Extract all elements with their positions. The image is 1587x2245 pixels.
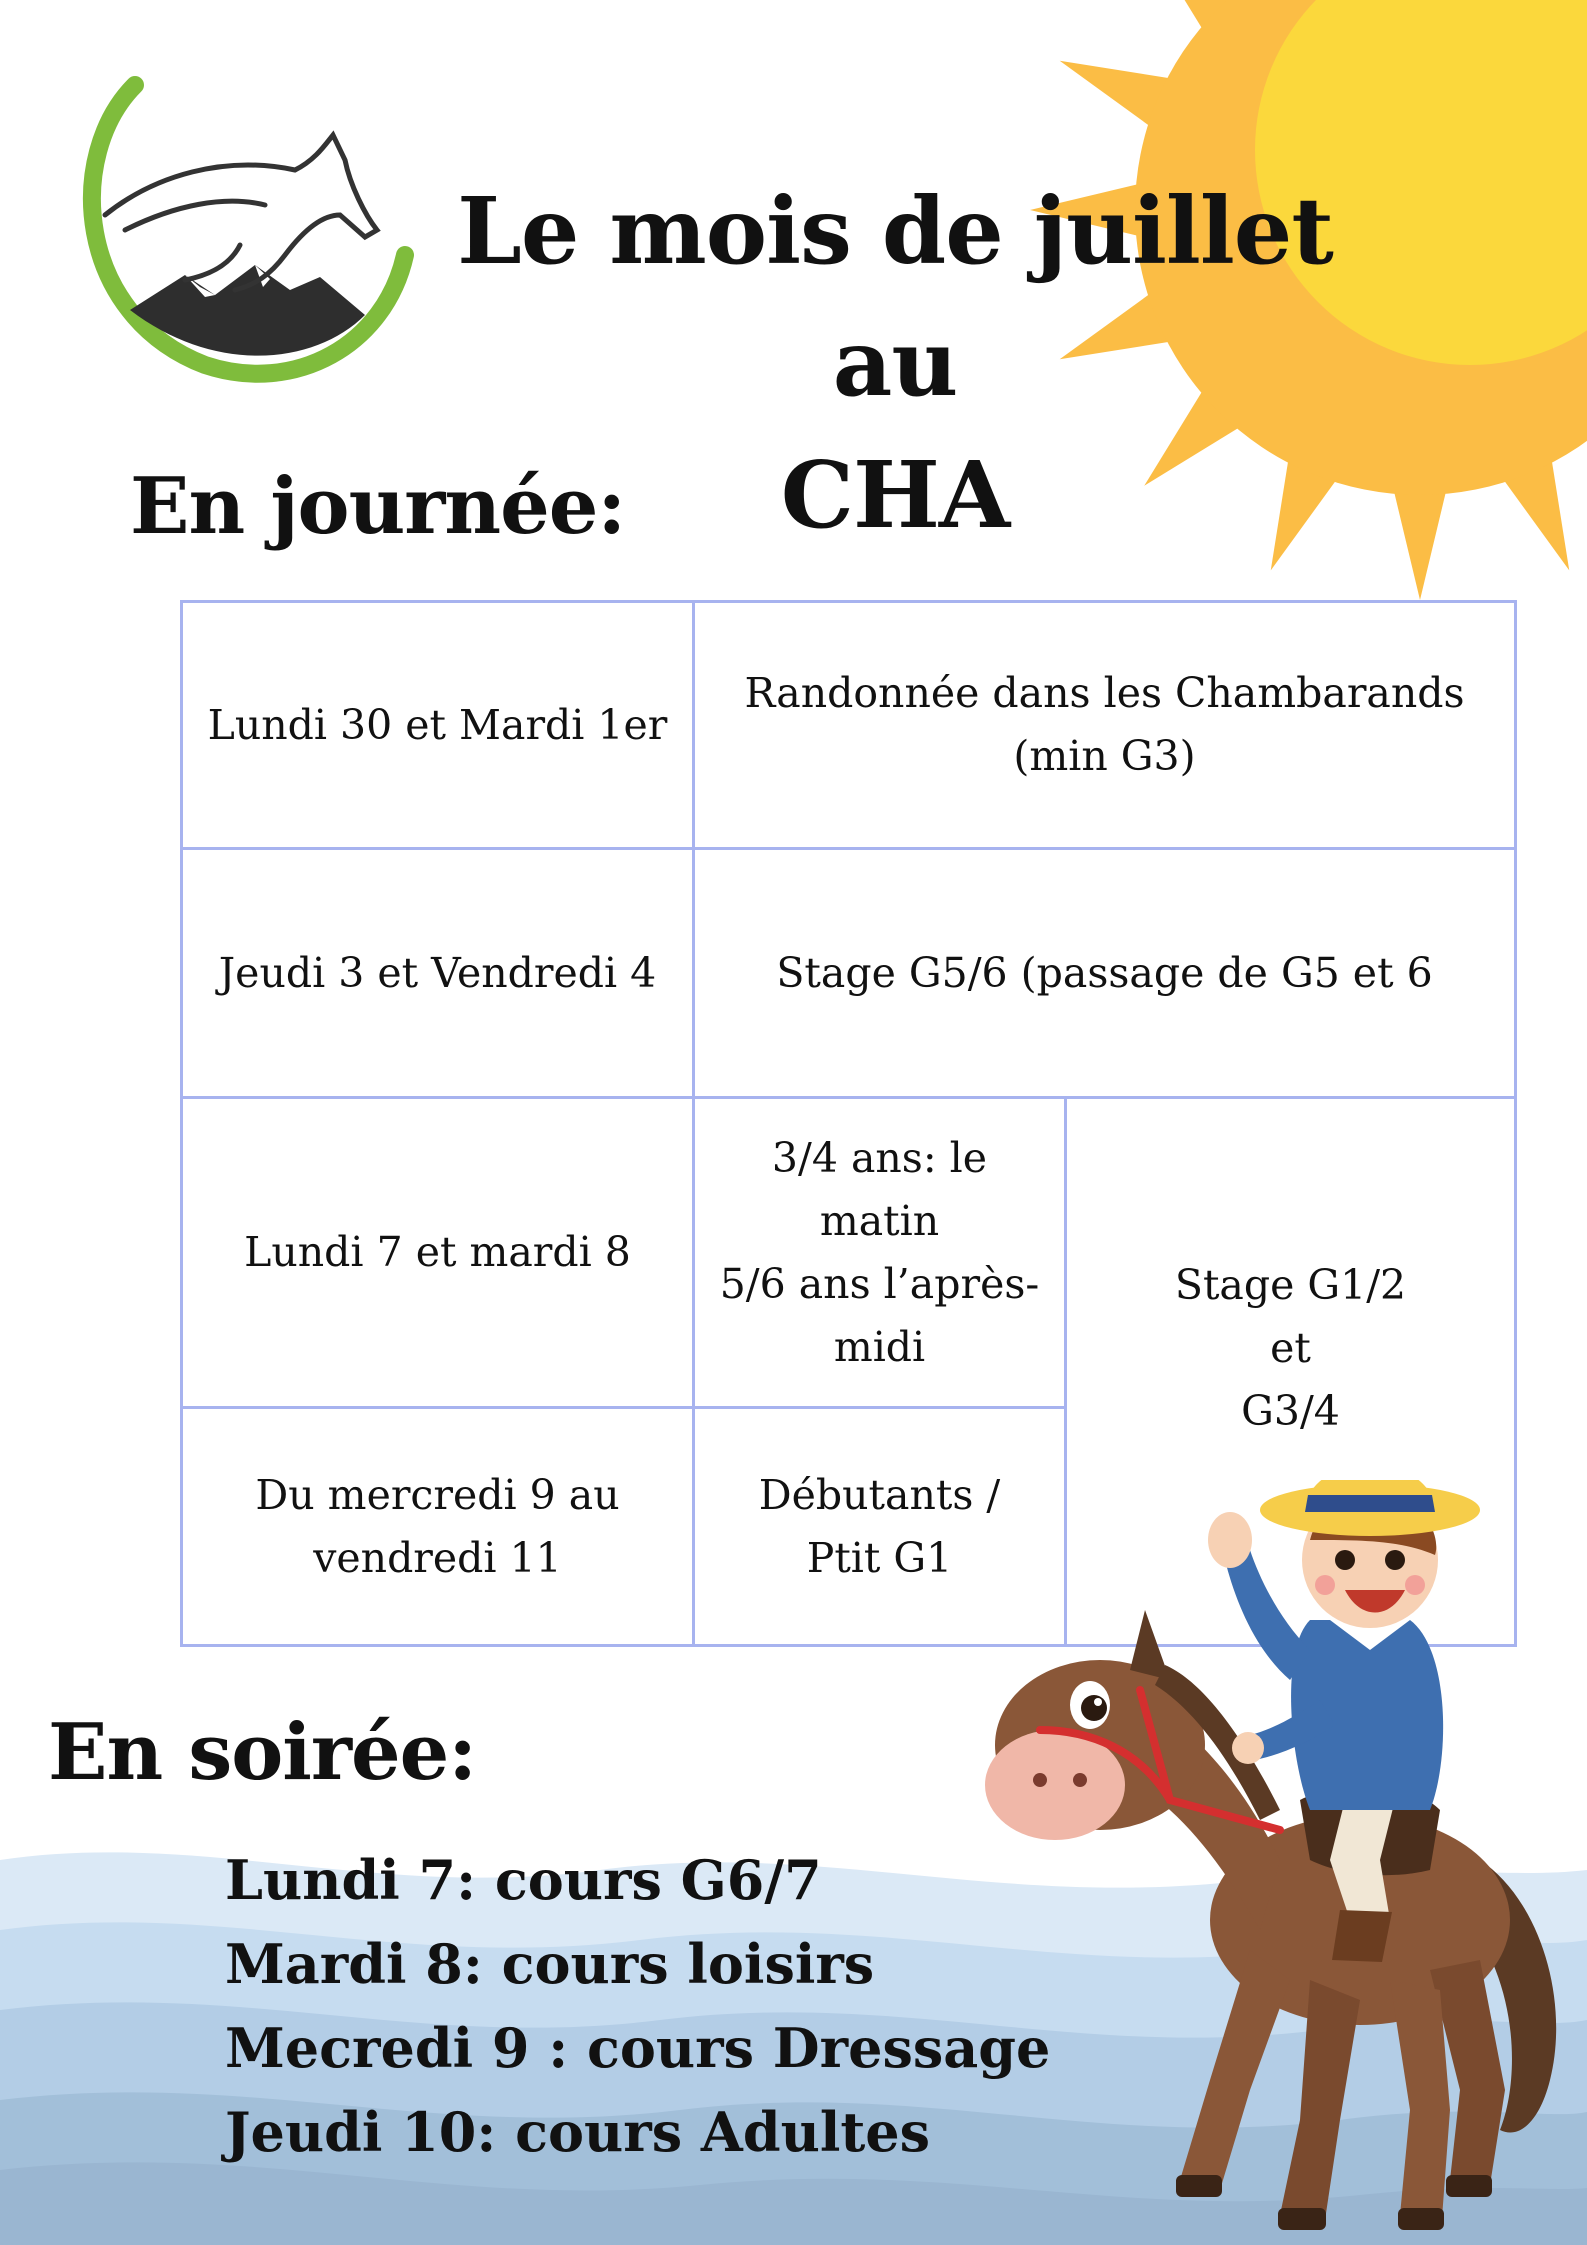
table-row [182,602,1516,849]
evening-heading: En soirée: [48,1707,477,1798]
table-row [182,1098,1516,1408]
title-line-1: Le mois de juillet au [457,177,1333,417]
schedule-merged-stage-cell: Stage G1/2 et G3/4 [1066,1098,1516,1646]
list-item: Mecredi 9 : cours Dressage [225,2016,1051,2080]
list-item: Lundi 7: cours G6/7 [225,1848,822,1912]
horse-jump-mountain-logo [65,65,415,395]
boy-riding-horse-illustration [980,1480,1580,2240]
sun-ray [1391,478,1449,600]
schedule-activity-cell: Randonnée dans les Chambarands (min G3) [694,602,1516,849]
daytime-heading: En journée: [130,461,626,552]
schedule-activity-cell: Débutants / Ptit G1 [694,1408,1066,1646]
schedule-date-cell: Lundi 30 et Mardi 1er [182,602,694,849]
schedule-date-cell: Lundi 7 et mardi 8 [182,1098,694,1408]
schedule-activity-cell: 3/4 ans: le matin 5/6 ans l’après- midi [694,1098,1066,1408]
list-item: Mardi 8: cours loisirs [225,1932,875,1996]
schedule-date-cell: Du mercredi 9 au vendredi 11 [182,1408,694,1646]
evening-course-list [225,1838,1050,2174]
schedule-activity-cell: Stage G5/6 (passage de G5 et 6 [694,849,1516,1098]
schedule-date-cell: Jeudi 3 et Vendredi 4 [182,849,694,1098]
title-line-2: CHA [780,441,1010,549]
table-row [182,849,1516,1098]
list-item: Jeudi 10: cours Adultes [225,2100,931,2164]
